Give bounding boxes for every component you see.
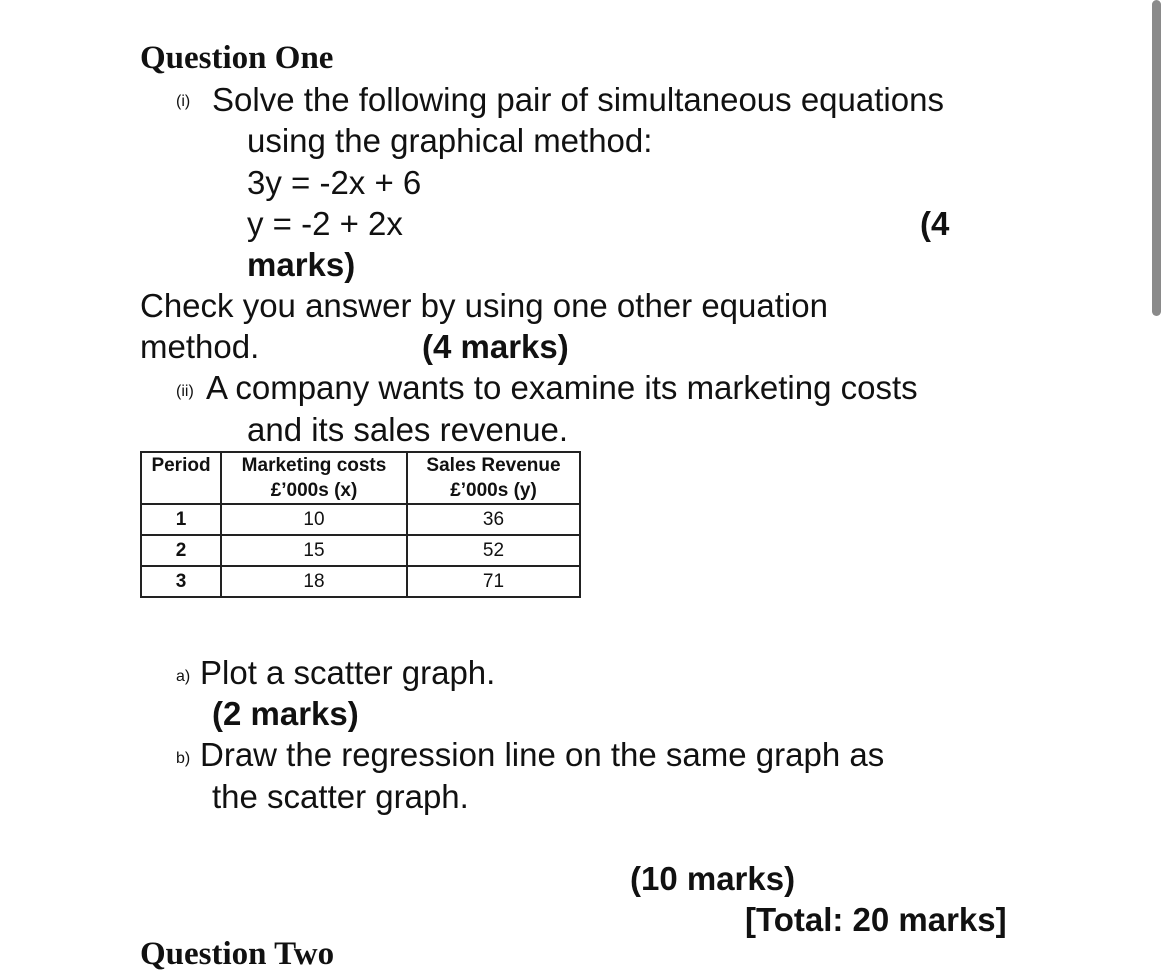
cell-sales: 71 [407,566,580,597]
part-ii-label: (ii) [176,383,194,400]
part-ii-line2: and its sales revenue. [247,411,569,448]
check-line1: Check you answer by using one other equation [140,287,828,324]
header-sales-line2: £’000s (y) [450,480,537,501]
table-row [141,566,580,597]
part-i-line2: using the graphical method: [247,122,653,159]
part-i-marks-close: marks) [247,246,356,283]
data-table [140,451,581,598]
table-header-row [141,452,580,504]
equation-2: y = -2 + 2x [247,205,403,242]
cell-period: 2 [141,535,221,566]
check-line2: method. [140,328,260,365]
cell-marketing: 15 [221,535,407,566]
cell-marketing: 18 [221,566,407,597]
header-period [141,452,221,504]
table-row [141,535,580,566]
part-i-line1: Solve the following pair of simultaneous equations [212,81,944,118]
cell-period: 3 [141,566,221,597]
part-a-label: a) [176,668,191,685]
part-b-line2: the scatter graph. [212,778,469,815]
table-row [141,504,580,535]
equation-1: 3y = -2x + 6 [247,164,422,201]
part-i-marks-open: (4 [920,205,950,242]
part-a-text: Plot a scatter graph. [200,654,496,691]
cell-period: 1 [141,504,221,535]
part-ii-line1: A company wants to examine its marketing costs [206,369,918,406]
header-period-line2 [146,478,216,503]
cell-sales: 36 [407,504,580,535]
part-b-line1: Draw the regression line on the same graph as [200,736,885,773]
part-a-marks: (2 marks) [212,695,359,732]
header-marketing-costs [221,452,407,504]
cell-marketing: 10 [221,504,407,535]
header-period-line1: Period [151,455,211,476]
part-b-label: b) [176,750,191,767]
header-sales-revenue [407,452,580,504]
next-question-heading: Question Two [140,936,335,972]
scrollbar[interactable] [1152,0,1161,316]
check-marks: (4 marks) [422,328,569,365]
header-sales-line1: Sales Revenue [426,455,561,476]
cell-sales: 52 [407,535,580,566]
total-marks: [Total: 20 marks] [745,901,1007,938]
part-i-label: (i) [176,93,191,110]
part-b-marks: (10 marks) [630,860,796,897]
question-title: Question One [140,40,334,76]
header-marketing-line1: Marketing costs [241,455,387,476]
header-marketing-line2: £’000s (x) [270,480,358,501]
